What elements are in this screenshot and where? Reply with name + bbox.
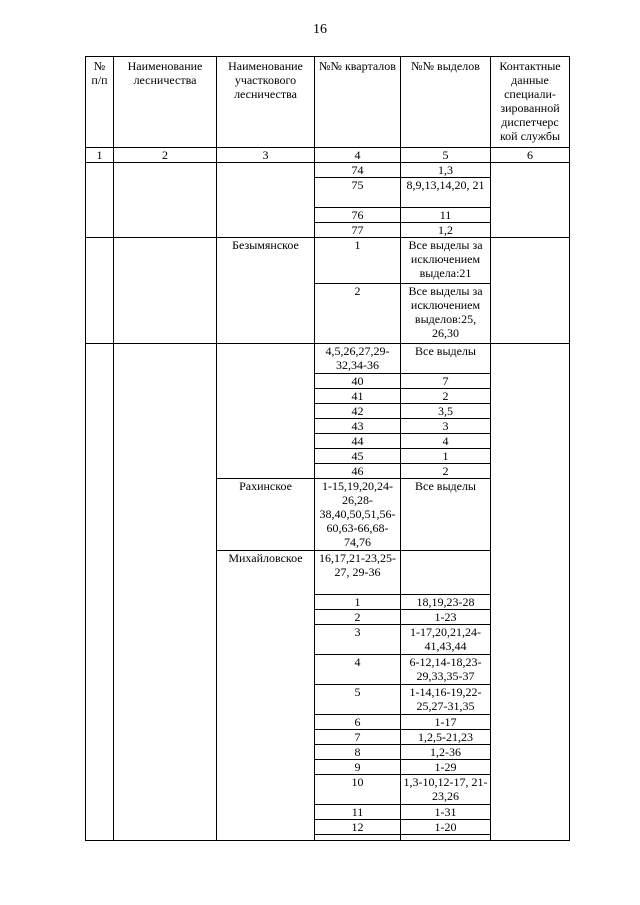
- cell-allotment: Все выделы: [401, 344, 491, 374]
- cell-contacts: [491, 238, 570, 344]
- cell-district-forestry: Безымянское: [217, 238, 315, 344]
- cell-allotment: 7: [401, 374, 491, 389]
- cell-allotment: 1,2: [401, 223, 491, 238]
- cell-allotment: 1-14,16-19,22-25,27-31,35: [401, 685, 491, 715]
- cell-quarter: 41: [315, 389, 401, 404]
- column-number: 5: [401, 148, 491, 163]
- cell-quarter: 6: [315, 715, 401, 730]
- cell-quarter: 3: [315, 625, 401, 655]
- cell-allotment: 1-17: [401, 715, 491, 730]
- cell-quarter: 45: [315, 449, 401, 464]
- cell-allotment: [401, 835, 491, 841]
- forestry-table: [85, 56, 570, 841]
- cell-quarter: 40: [315, 374, 401, 389]
- cell-allotment: 11: [401, 208, 491, 223]
- cell-allotment: 18,19,23-28: [401, 595, 491, 610]
- cell-quarter: 1: [315, 595, 401, 610]
- cell-quarter: 4: [315, 655, 401, 685]
- cell-quarter: 1-15,19,20,24-26,28-38,40,50,51,56-60,63-66,68-74,76: [315, 479, 401, 551]
- cell-allotment: 1: [401, 449, 491, 464]
- cell-contacts: [491, 163, 570, 238]
- cell-allotment: 6-12,14-18,23-29,33,35-37: [401, 655, 491, 685]
- cell-number: [86, 238, 114, 344]
- cell-allotment: 1,2-36: [401, 745, 491, 760]
- page-number: 16: [313, 22, 327, 37]
- cell-allotment: 3,5: [401, 404, 491, 419]
- cell-forestry: [114, 344, 217, 841]
- cell-quarter: 2: [315, 610, 401, 625]
- header-cell-forestry: Наименование лесничества: [114, 57, 217, 148]
- cell-quarter: 5: [315, 685, 401, 715]
- cell-quarter: 10: [315, 775, 401, 805]
- column-number: 3: [217, 148, 315, 163]
- header-cell-number: № п/п: [86, 57, 114, 148]
- cell-allotment: 1-20: [401, 820, 491, 835]
- cell-quarter: 1: [315, 238, 401, 284]
- cell-quarter: 76: [315, 208, 401, 223]
- cell-allotment: [401, 551, 491, 595]
- header-cell-district-forestry: Наименование участкового лесничества: [217, 57, 315, 148]
- cell-allotment: 1-23: [401, 610, 491, 625]
- cell-allotment: 1,3: [401, 163, 491, 178]
- column-number: 2: [114, 148, 217, 163]
- cell-quarter: 46: [315, 464, 401, 479]
- table-row: [86, 163, 570, 178]
- cell-district-forestry: Рахинское: [217, 479, 315, 551]
- cell-district-forestry: [217, 163, 315, 238]
- cell-quarter: 8: [315, 745, 401, 760]
- cell-allotment: 1-17,20,21,24-41,43,44: [401, 625, 491, 655]
- cell-quarter: 44: [315, 434, 401, 449]
- cell-quarter: 74: [315, 163, 401, 178]
- cell-quarter: [315, 835, 401, 841]
- cell-quarter: 9: [315, 760, 401, 775]
- cell-allotment: 2: [401, 464, 491, 479]
- cell-number: [86, 163, 114, 238]
- cell-allotment: Все выделы за исключением выдела:21: [401, 238, 491, 284]
- table-row: [86, 344, 570, 374]
- cell-allotment: Все выделы: [401, 479, 491, 551]
- cell-quarter: 2: [315, 284, 401, 344]
- column-number-row: [86, 148, 570, 163]
- cell-quarter: 16,17,21-23,25-27, 29-36: [315, 551, 401, 595]
- header-cell-allotments: №№ выделов: [401, 57, 491, 148]
- cell-allotment: Все выделы за исключением выделов:25, 26,30: [401, 284, 491, 344]
- cell-quarter: 75: [315, 178, 401, 208]
- cell-forestry: [114, 163, 217, 238]
- cell-quarter: 4,5,26,27,29-32,34-36: [315, 344, 401, 374]
- column-number: 6: [491, 148, 570, 163]
- cell-quarter: 11: [315, 805, 401, 820]
- column-number: 4: [315, 148, 401, 163]
- cell-forestry: [114, 238, 217, 344]
- cell-allotment: 1-31: [401, 805, 491, 820]
- cell-quarter: 7: [315, 730, 401, 745]
- cell-quarter: 42: [315, 404, 401, 419]
- cell-contacts: [491, 344, 570, 841]
- cell-allotment: 3: [401, 419, 491, 434]
- cell-district-forestry: [217, 344, 315, 479]
- header-row: [86, 57, 570, 148]
- cell-allotment: 1-29: [401, 760, 491, 775]
- header-cell-contacts: Контактные данные специали-зированной диспетчерс кой службы: [491, 57, 570, 148]
- cell-allotment: 1,3-10,12-17, 21-23,26: [401, 775, 491, 805]
- cell-allotment: 1,2,5-21,23: [401, 730, 491, 745]
- cell-district-forestry: Михайловское: [217, 551, 315, 841]
- column-number: 1: [86, 148, 114, 163]
- cell-quarter: 43: [315, 419, 401, 434]
- header-cell-quarters: №№ кварталов: [315, 57, 401, 148]
- table-row: [86, 238, 570, 284]
- cell-quarter: 12: [315, 820, 401, 835]
- cell-allotment: 2: [401, 389, 491, 404]
- cell-allotment: 8,9,13,14,20, 21: [401, 178, 491, 208]
- cell-number: [86, 344, 114, 841]
- cell-quarter: 77: [315, 223, 401, 238]
- cell-allotment: 4: [401, 434, 491, 449]
